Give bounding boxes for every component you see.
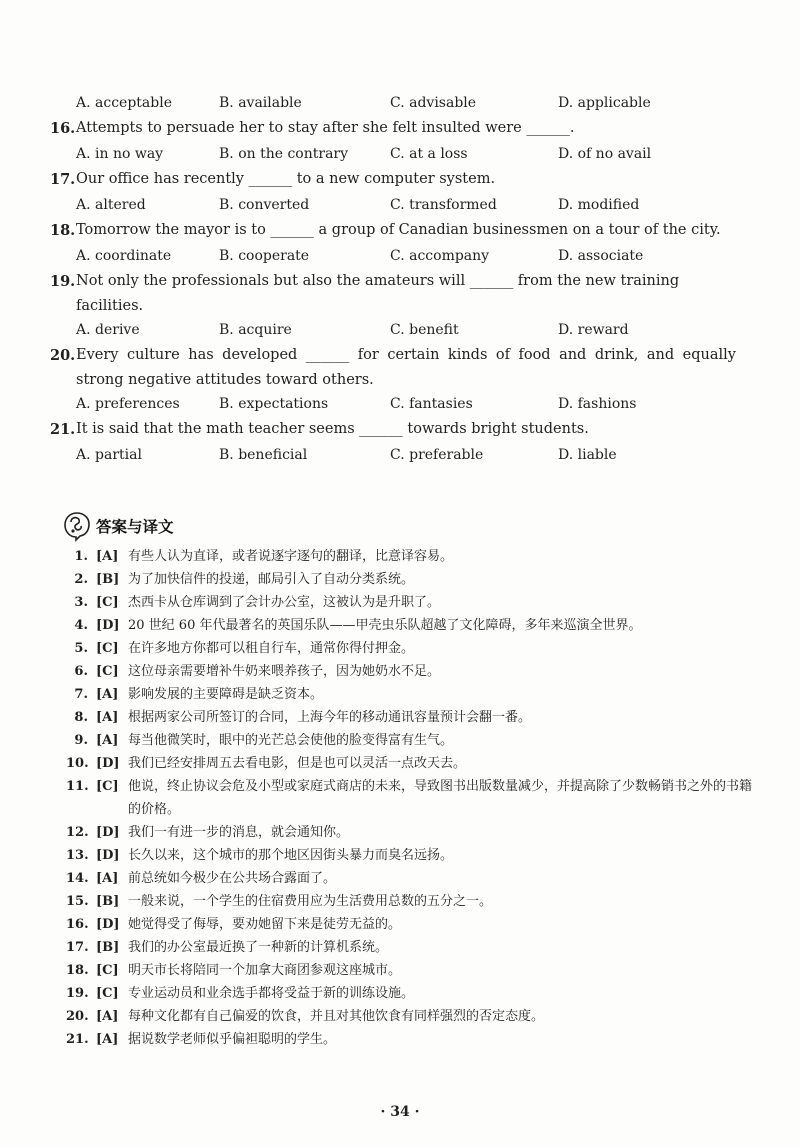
question-block (50, 92, 750, 468)
question-text: Our office has recently ______ to a new computer system. (76, 171, 496, 187)
answer-translation: 这位母亲需要增补牛奶来喂养孩子，因为她奶水不足。 (128, 664, 441, 679)
answer-row (66, 729, 756, 752)
answer-letter: [C] (96, 595, 119, 610)
answer-row (66, 959, 756, 982)
answer-row (66, 821, 756, 844)
answer-letter: [C] (96, 779, 119, 794)
answers-list (66, 545, 756, 1051)
answer-translation: 我们一有进一步的消息，就会通知你。 (128, 825, 350, 840)
option-c: C. preferable (390, 447, 484, 463)
answer-letter: [C] (96, 664, 119, 679)
answer-number: 20. (66, 1009, 89, 1024)
answer-row (66, 614, 756, 637)
answer-letter: [A] (96, 733, 119, 748)
answer-number: 6. (74, 664, 88, 679)
question-number: 17. (50, 171, 76, 188)
option-d: D. associate (558, 248, 644, 264)
option-b: B. on the contrary (219, 146, 349, 162)
option-a: A. derive (76, 322, 140, 338)
question-text: Every culture has developed ______ for certain kinds of food and drink, and equally strong negative attitudes toward others. (76, 347, 736, 388)
answer-number: 2. (74, 572, 88, 587)
question-21-stem (50, 417, 750, 444)
option-c: C. accompany (390, 248, 490, 264)
answer-translation: 据说数学老师似乎偏袒聪明的学生。 (128, 1032, 337, 1047)
answer-translation: 20 世纪 60 年代最著名的英国乐队——甲壳虫乐队超越了文化障碍，多年来巡演全世界。 (128, 618, 642, 633)
answer-number: 3. (74, 595, 88, 610)
answer-number: 9. (74, 733, 88, 748)
answer-letter: [B] (96, 572, 120, 587)
option-b: B. cooperate (219, 248, 310, 264)
question-16-stem (50, 116, 750, 143)
answer-letter: [C] (96, 641, 119, 656)
question-16-options (50, 143, 750, 167)
answer-translation: 每种文化都有自己偏爱的饮食，并且对其他饮食有同样强烈的否定态度。 (128, 1009, 545, 1024)
option-a: A. in no way (76, 146, 164, 162)
question-number: 20. (50, 347, 76, 364)
option-b: B. beneficial (219, 447, 308, 463)
answer-number: 17. (66, 940, 89, 955)
answer-row (66, 545, 756, 568)
answer-key-icon (62, 510, 92, 542)
answer-translation: 专业运动员和业余选手都将受益于新的训练设施。 (128, 986, 415, 1001)
answer-letter: [D] (96, 825, 120, 840)
answer-letter: [A] (96, 1032, 119, 1047)
question-number: 19. (50, 273, 76, 290)
answer-letter: [A] (96, 871, 119, 886)
question-19-options (50, 319, 750, 343)
answer-row (66, 936, 756, 959)
answer-row (66, 913, 756, 936)
answer-letter: [B] (96, 940, 120, 955)
answer-letter: [D] (96, 756, 120, 771)
question-text: Attempts to persuade her to stay after she felt insulted were ______. (76, 120, 575, 136)
answer-translation: 我们已经安排周五去看电影，但是也可以灵活一点改天去。 (128, 756, 467, 771)
question-19-stem (50, 269, 750, 319)
option-c: C. fantasies (390, 396, 473, 412)
answer-translation: 前总统如今极少在公共场合露面了。 (128, 871, 337, 886)
answer-translation: 根据两家公司所签订的合同，上海今年的移动通讯容量预计会翻一番。 (128, 710, 532, 725)
option-d: D. fashions (558, 396, 637, 412)
answer-translation: 我们的办公室最近换了一种新的计算机系统。 (128, 940, 389, 955)
answer-row (66, 1028, 756, 1051)
answer-row (66, 660, 756, 683)
question-21-options (50, 444, 750, 468)
question-number: 21. (50, 421, 76, 438)
option-a: A. partial (76, 447, 142, 463)
answer-row (66, 982, 756, 1005)
answer-letter: [D] (96, 848, 120, 863)
answer-translation: 明天市长将陪同一个加拿大商团参观这座城市。 (128, 963, 402, 978)
answer-letter: [D] (96, 917, 120, 932)
answer-number: 5. (74, 641, 88, 656)
question-number: 16. (50, 120, 76, 137)
option-a: A. preferences (76, 396, 180, 412)
question-text: It is said that the math teacher seems ______ towards bright students. (76, 421, 589, 437)
answer-letter: [A] (96, 710, 119, 725)
answer-row (66, 775, 756, 821)
answer-translation: 在许多地方你都可以租自行车，通常你得付押金。 (128, 641, 415, 656)
question-text: Tomorrow the mayor is to ______ a group of Canadian businessmen on a tour of the city. (76, 222, 721, 238)
answers-title: 答案与译文 (96, 518, 174, 536)
option-c: C. at a loss (390, 146, 468, 162)
question-20-options (50, 393, 750, 417)
answer-translation: 他说，终止协议会危及小型或家庭式商店的未来，导致图书出版数量减少，并提高除了少数畅销书之外的书籍的价格。 (128, 779, 753, 817)
answer-row (66, 637, 756, 660)
answer-number: 11. (66, 779, 89, 794)
answer-translation: 为了加快信件的投递，邮局引入了自动分类系统。 (128, 572, 415, 587)
option-d: D. liable (558, 447, 617, 463)
option-d: D. of no avail (558, 146, 652, 162)
answer-letter: [B] (96, 894, 120, 909)
option-b: B. converted (219, 197, 310, 213)
option-a: A. coordinate (76, 248, 172, 264)
page-number: · 34 · (380, 1104, 420, 1120)
answer-number: 1. (74, 549, 88, 564)
option-c: C. benefit (390, 322, 459, 338)
answer-letter: [A] (96, 1009, 119, 1024)
answer-number: 7. (74, 687, 88, 702)
answer-letter: [D] (96, 618, 120, 633)
option-b: B. expectations (219, 396, 329, 412)
answer-row (66, 591, 756, 614)
answer-translation: 每当他微笑时，眼中的光芒总会使他的脸变得富有生气。 (128, 733, 454, 748)
answer-translation: 她觉得受了侮辱，要劝她留下来是徒劳无益的。 (128, 917, 402, 932)
option-d: D. modified (558, 197, 640, 213)
answer-number: 8. (74, 710, 88, 725)
option-b: B. acquire (219, 322, 292, 338)
answer-number: 16. (66, 917, 89, 932)
answer-row (66, 1005, 756, 1028)
option-d: D. reward (558, 322, 629, 338)
answer-translation: 杰西卡从仓库调到了会计办公室，这被认为是升职了。 (128, 595, 441, 610)
answer-translation: 一般来说，一个学生的住宿费用应为生活费用总数的五分之一。 (128, 894, 493, 909)
option-a: A. acceptable (76, 95, 172, 111)
option-c: C. transformed (390, 197, 497, 213)
answer-number: 10. (66, 756, 89, 771)
question-17-options (50, 194, 750, 218)
answer-number: 12. (66, 825, 89, 840)
answer-row (66, 706, 756, 729)
answer-translation: 有些人认为直译，或者说逐字逐句的翻译，比意译容易。 (128, 549, 454, 564)
answer-letter: [A] (96, 549, 119, 564)
answer-row (66, 890, 756, 913)
answer-translation: 长久以来，这个城市的那个地区因街头暴力而臭名远扬。 (128, 848, 454, 863)
question-18-stem (50, 218, 750, 245)
question-20-stem (50, 343, 750, 393)
option-b: B. available (219, 95, 302, 111)
question-17-stem (50, 167, 750, 194)
option-c: C. advisable (390, 95, 477, 111)
answer-letter: [C] (96, 986, 119, 1001)
answer-row (66, 568, 756, 591)
answers-header (62, 508, 174, 544)
question-15-options (50, 92, 750, 116)
answer-row (66, 867, 756, 890)
answer-letter: [A] (96, 687, 119, 702)
answer-row (66, 683, 756, 706)
question-text: Not only the professionals but also the amateurs will ______ from the new training facilities. (76, 273, 680, 314)
question-number: 18. (50, 222, 76, 239)
answer-row (66, 752, 756, 775)
answer-number: 18. (66, 963, 89, 978)
answer-number: 21. (66, 1032, 89, 1047)
answer-number: 19. (66, 986, 89, 1001)
answer-translation: 影响发展的主要障碍是缺乏资本。 (128, 687, 324, 702)
option-d: D. applicable (558, 95, 651, 111)
answer-letter: [C] (96, 963, 119, 978)
answer-number: 13. (66, 848, 89, 863)
answer-number: 14. (66, 871, 89, 886)
answer-number: 15. (66, 894, 89, 909)
option-a: A. altered (76, 197, 146, 213)
answer-row (66, 844, 756, 867)
question-18-options (50, 245, 750, 269)
answer-number: 4. (74, 618, 88, 633)
